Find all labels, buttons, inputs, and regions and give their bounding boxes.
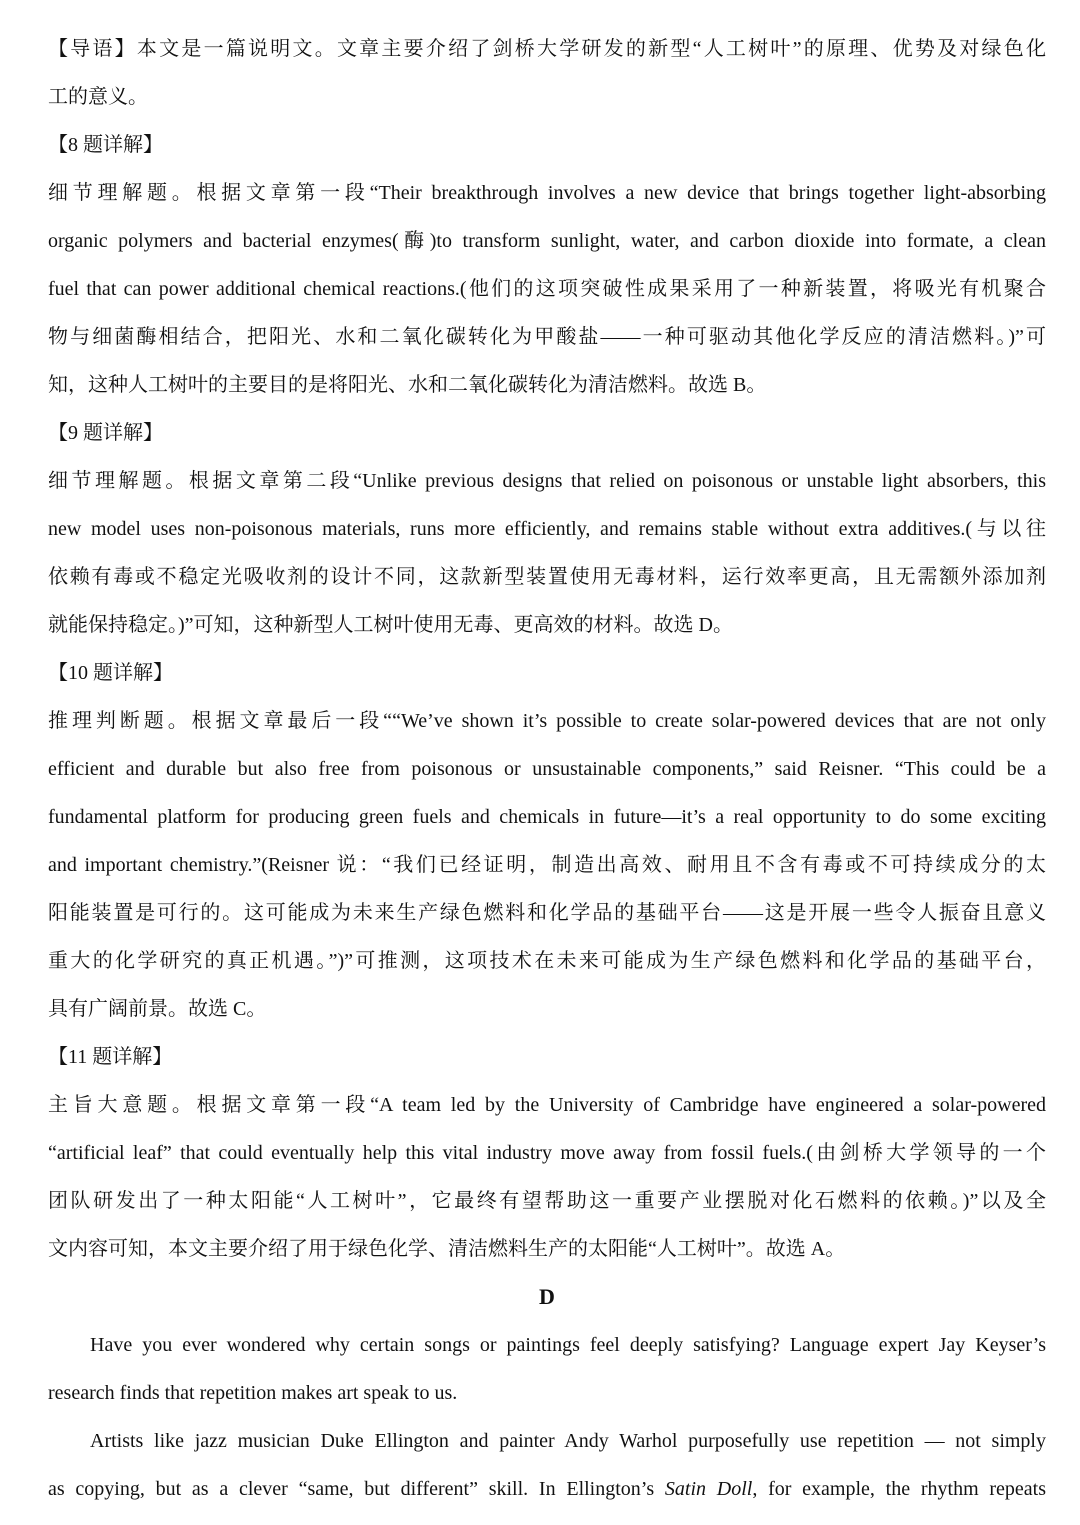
passage-line: research finds that repetition makes art speak to us. <box>48 1382 458 1404</box>
q11-line: 主旨大意题。根据文章第一段“A team led by the University of Cambridge have engineered a solar-powered <box>48 1094 1046 1116</box>
question-11-heading: 【11 题详解】 <box>48 1046 173 1068</box>
song-title: Satin Doll <box>664 1478 753 1500</box>
q8-line: 知，这种人工树叶的主要目的是将阳光、水和二氧化碳转化为清洁燃料。故选 B。 <box>48 374 767 396</box>
intro-section <box>48 25 1046 121</box>
passage-text: , for example, the rhythm repeats <box>752 1478 1046 1500</box>
passage-line: Have you ever wondered why certain songs or paintings feel deeply satisfying? Language expert Jay Keyser’s <box>90 1334 1046 1356</box>
passage-line <box>48 1465 1046 1513</box>
question-8-heading: 【8 题详解】 <box>48 134 163 156</box>
q10-line: efficient and durable but also free from poisonous or unsustainable components,” said Reisner. “This could be a <box>48 758 1046 780</box>
question-8-section <box>48 121 1046 409</box>
q11-line: 团队研发出了一种太阳能“人工树叶”，它最终有望帮助这一重要产业摆脱对化石燃料的依赖。)”以及全 <box>48 1190 1046 1212</box>
question-10-section <box>48 649 1046 1033</box>
document-page <box>48 25 1046 1513</box>
q11-line: 文内容可知，本文主要介绍了用于绿色化学、清洁燃料生产的太阳能“人工树叶”。故选 A。 <box>48 1238 846 1260</box>
question-9-heading: 【9 题详解】 <box>48 422 163 444</box>
q9-line: new model uses non-poisonous materials, runs more efficiently, and remains stable without extra additives.(与以往 <box>48 518 1046 540</box>
q9-line: 依赖有毒或不稳定光吸收剂的设计不同，这款新型装置使用无毒材料，运行效率更高，且无需额外添加剂 <box>48 566 1046 588</box>
q8-line: 物与细菌酶相结合，把阳光、水和二氧化碳转化为甲酸盐——一种可驱动其他化学反应的清洁燃料。)”可 <box>48 326 1046 348</box>
q10-line: fundamental platform for producing green fuels and chemicals in future—it’s a real opportunity to do some exciting <box>48 806 1046 828</box>
q10-line: 推理判断题。根据文章最后一段““We’ve shown it’s possible to create solar-powered devices that are not only <box>48 710 1046 732</box>
q8-line: 细节理解题。根据文章第一段“Their breakthrough involves a new device that brings together light-absorbing <box>48 182 1046 204</box>
question-9-section <box>48 409 1046 649</box>
passage-d-section <box>48 1273 1046 1513</box>
passage-text: as copying, but as a clever “same, but different” skill. In Ellington’s <box>48 1478 665 1500</box>
q10-line: and important chemistry.”(Reisner 说：“我们已经证明，制造出高效、耐用且不含有毒或不可持续成分的太 <box>48 854 1046 876</box>
intro-line: 工的意义。 <box>48 86 148 108</box>
question-10-heading: 【10 题详解】 <box>48 662 173 684</box>
q8-line: organic polymers and bacterial enzymes(酶)to transform sunlight, water, and carbon dioxide into formate, a clean <box>48 230 1046 252</box>
q8-line: fuel that can power additional chemical reactions.(他们的这项突破性成果采用了一种新装置，将吸光有机聚合 <box>48 278 1046 300</box>
passage-letter: D <box>539 1284 555 1309</box>
question-11-section <box>48 1033 1046 1273</box>
q9-line: 就能保持稳定。)”可知，这种新型人工树叶使用无毒、更高效的材料。故选 D。 <box>48 614 733 636</box>
q11-line: “artificial leaf” that could eventually help this vital industry move away from fossil fuels.(由剑桥大学领导的一个 <box>48 1142 1046 1164</box>
q10-line: 具有广阔前景。故选 C。 <box>48 998 267 1020</box>
q9-line: 细节理解题。根据文章第二段“Unlike previous designs that relied on poisonous or unstable light absorbers, this <box>48 470 1046 492</box>
q10-line: 重大的化学研究的真正机遇。”)”可推测，这项技术在未来可能成为生产绿色燃料和化学品的基础平台， <box>48 950 1046 972</box>
passage-line: Artists like jazz musician Duke Ellington and painter Andy Warhol purposefully use repetition — not simply <box>90 1430 1046 1452</box>
intro-line: 【导语】本文是一篇说明文。文章主要介绍了剑桥大学研发的新型“人工树叶”的原理、优势及对绿色化 <box>48 38 1046 60</box>
q10-line: 阳能装置是可行的。这可能成为未来生产绿色燃料和化学品的基础平台——这是开展一些令人振奋且意义 <box>48 902 1046 924</box>
